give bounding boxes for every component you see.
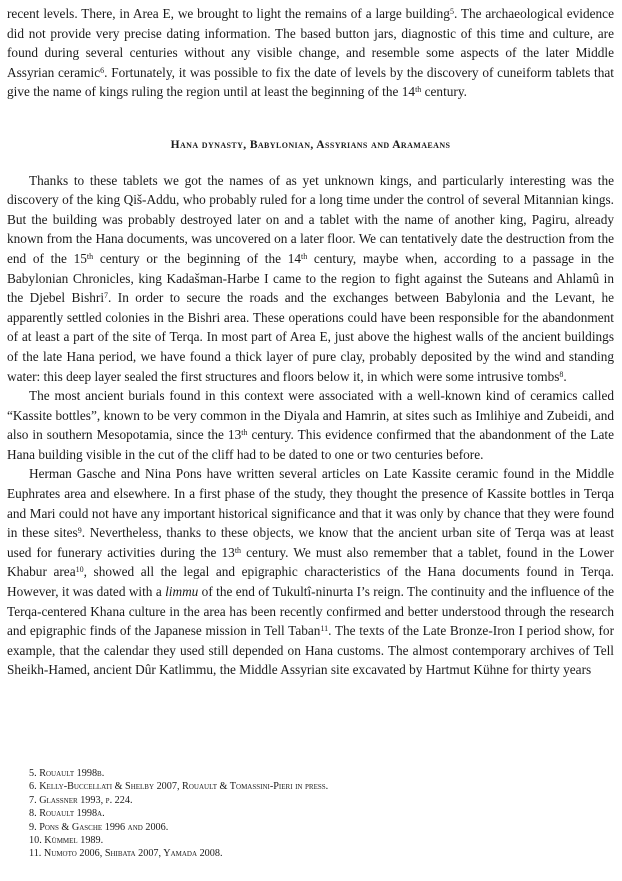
intro-paragraph: recent levels. There, in Area E, we brought to light the remains of a large building$^5$. The archaeological evidence did not provide very precise dating information. The based button jars, diagnostic of this time and culture, are found during several centuries without any visible change, and resemble some aspects of the later Middle Assyrian ceramic$^6$. Fortunately, it was possible to fix the date of levels by the discovery of cuneiform tablets that give the name of kings ruling the region until at least the beginning of the 14th century. (7, 6, 614, 100)
section-heading: Hana dynasty, Babylonian, Assyrians and Aramaeans (170, 138, 451, 151)
footnote: 9. Pons & Gasche 1996 and 2006. (29, 821, 169, 833)
page-body (7, 4, 614, 680)
footnote: 8. Rouault 1998a. (29, 808, 105, 820)
footnote: 11. Numoto 2006, Shibata 2007, Yamada 2008. (29, 848, 223, 860)
footnote-ref: 8 (559, 369, 564, 379)
footnote-ref: 9 (77, 526, 82, 536)
paragraph-2: The most ancient burials found in this context were associated with a well-known kind of ceramics called “Kassite bottles”, known to be very common in the Diyala and Hamrin, at sites such as Imlihiye and Zubeidi, and also in southern Mesopotamia, since the 13th century. This evidence confirmed that the abandonment of the Late Hana building visible in the cut of the cliff had to be dated to one or two centuries before. (7, 388, 614, 462)
italic-term: limmu (165, 584, 199, 600)
footnote: 10. Kümmel 1989. (29, 835, 104, 847)
footnote-ref: 11 (320, 624, 329, 634)
paragraph-1: Thanks to these tablets we got the names of as yet unknown kings, and particularly interesting was the discovery of the king Qiš-Addu, who probably ruled for a long time under the control of several Mitannian kings. But the building was probably destroyed later on and a tablet with the name of another king, Pagiru, already known from the Hana documents, was uncovered on a later floor. We can tentatively date the destruction from the end of the 15th century or the beginning of the 14th century, maybe when, according to a passage in the Babylonian Chronicles, king Kadašman-Harbe I came to the region to fight against the Suteans and Ahlamû in the Djebel Bishri$^7$. In order to secure the roads and the exchanges between Babylonia and the Levant, he apparently settled colonies in the Bishri area. These operations could have been responsible for the abandonment of at least a part of the site of Terqa. In most part of Area E, just above the highest walls of the ancient buildings of the late Hana period, we have found a thick layer of pure clay, probably deposited by the wind and standing water: this deep layer sealed the first structures and floors below it, in which were some intrusive tombs$^8$. (7, 172, 614, 384)
footnote-ref: 7 (104, 291, 109, 301)
footnote-ref: 10 (75, 565, 84, 575)
footnote: 5. Rouault 1998b. (29, 768, 105, 779)
footnotes (29, 767, 328, 861)
footnote: 6. Kelly-Buccellati & Shelby 2007, Rouault & Tomassini-Pieri in press. (29, 781, 329, 793)
paragraph-3: Herman Gasche and Nina Pons have written several articles on Late Kassite ceramic found in the Middle Euphrates area and elsewhere. In a first phase of the study, they thought the presence of Kassite bottles in Terqa and Mari could not have any important historical significance and that it was only by chance that they were found in these sites$^9$. Nevertheless, thanks to these objects, we know that the ancient urban site of Terqa was at least used for funerary activities during the 13th century. We must also remember that a tablet, found in the Lower Khabur area$^{10}$, showed all the legal and epigraphic characteristics of the Hana documents found in Terqa. However, it was dated with a limmu of the end of Tukultî-ninurta I’s reign. The continuity and the influence of the Terqa-centered Khana culture in the area has been recently confirmed and better understood through the research and epigraphic finds of the Japanese mission in Tell Taban$^{11}$. The texts of the Late Bronze-Iron I period show, for example, that the calendar they used still depended on Hana customs. The almost contemporary archives of Tell Sheikh-Hamed, ancient Dûr Katlimmu, the Middle Assyrian site excavated by Hartmut Kühne for thirty years (7, 466, 614, 678)
footnote-ref: 6 (100, 65, 105, 75)
footnote: 7. Glassner 1993, p. 224. (29, 794, 133, 806)
footnote-ref: 5 (449, 7, 454, 16)
